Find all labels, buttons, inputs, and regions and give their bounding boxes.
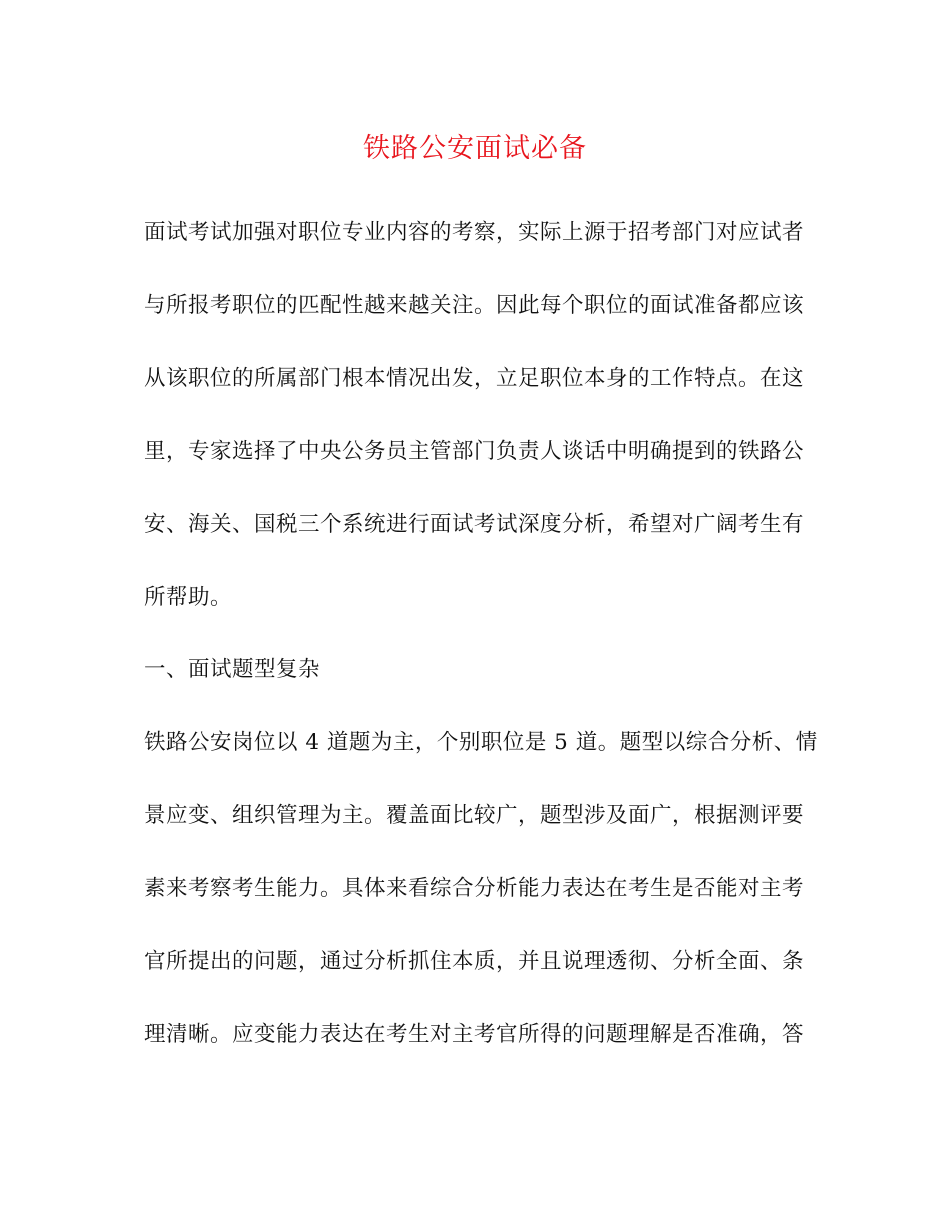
paragraph-line: 所帮助。 <box>144 585 233 610</box>
paragraph-line: 素来考察考生能力。具体来看综合分析能力表达在考生是否能对主考 <box>144 876 805 901</box>
paragraph-line: 面试考试加强对职位专业内容的考察，实际上源于招考部门对应试者 <box>144 220 805 245</box>
section-heading: 一、面试题型复杂 <box>144 657 321 682</box>
paragraph-line: 景应变、组织管理为主。覆盖面比较广，题型涉及面广，根据测评要 <box>144 803 805 828</box>
paragraph-line: 铁路公安岗位以 4 道题为主，个别职位是 5 道。题型以综合分析、情 <box>144 730 818 755</box>
paragraph-line: 从该职位的所属部门根本情况出发，立足职位本身的工作特点。在这 <box>144 366 805 391</box>
document-title: 铁路公安面试必备 <box>363 133 587 164</box>
paragraph-line: 官所提出的问题，通过分析抓住本质，并且说理透彻、分析全面、条 <box>144 949 805 974</box>
paragraph-line: 理清晰。应变能力表达在考生对主考官所得的问题理解是否准确，答 <box>144 1022 805 1047</box>
paragraph-line: 安、海关、国税三个系统进行面试考试深度分析，希望对广阔考生有 <box>144 512 805 537</box>
paragraph-line: 里，专家选择了中央公务员主管部门负责人谈话中明确提到的铁路公 <box>144 439 805 464</box>
paragraph-line: 与所报考职位的匹配性越来越关注。因此每个职位的面试准备都应该 <box>144 293 805 318</box>
